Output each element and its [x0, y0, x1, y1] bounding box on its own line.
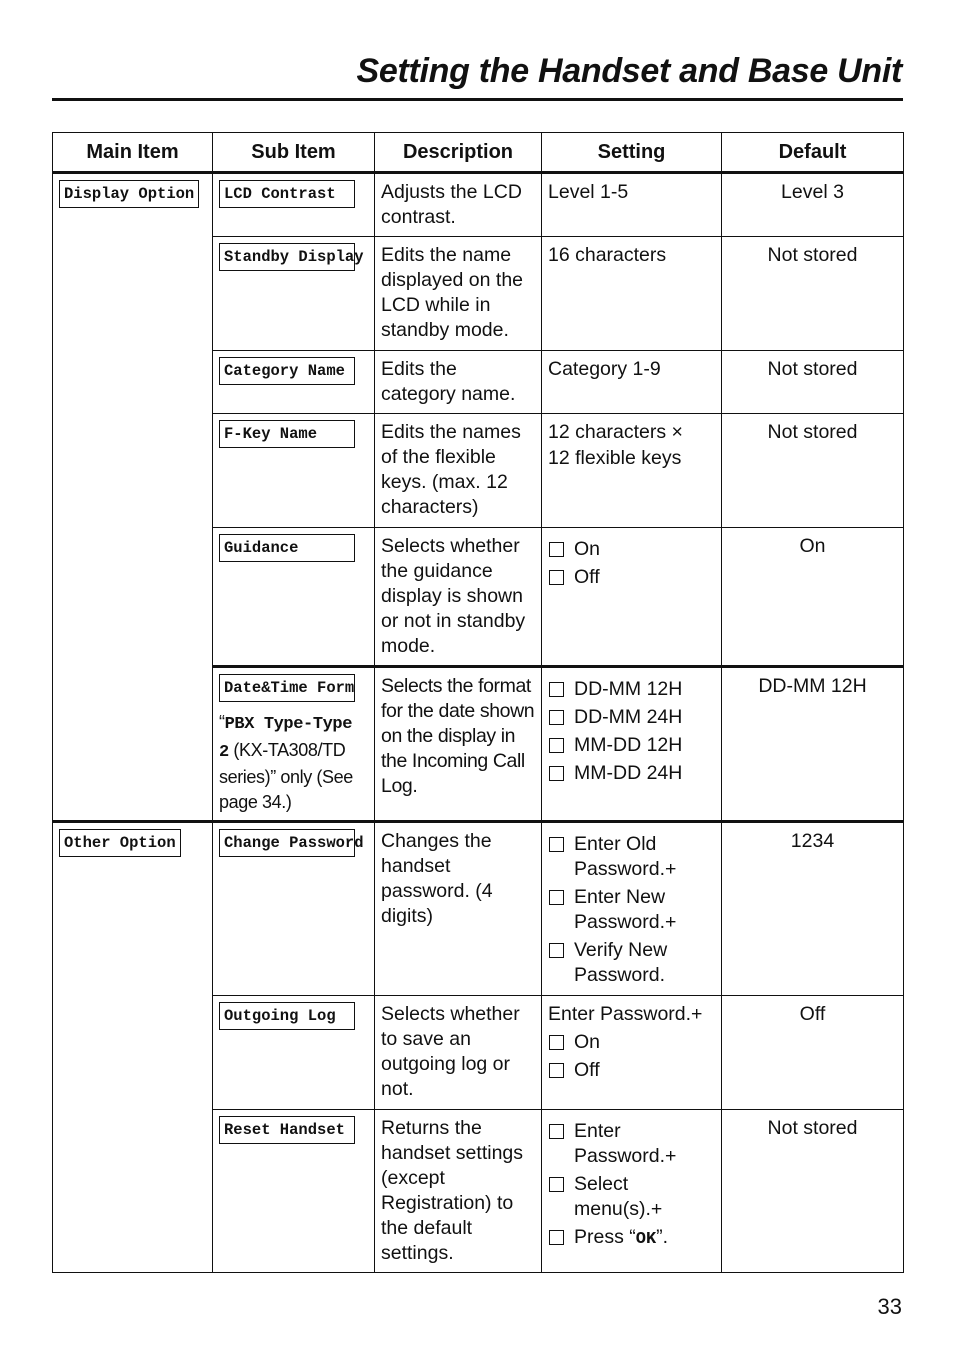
option-checkbox: [548, 1119, 715, 1169]
setting-text: 12 characters ×: [548, 421, 683, 443]
column-header: Main Item: [53, 133, 213, 173]
checkbox-icon: [549, 890, 564, 905]
sub-item-key: Change Password: [219, 829, 355, 857]
main-item-cell: [53, 173, 213, 822]
setting-cell: [542, 667, 722, 822]
checkbox-icon: [549, 682, 564, 697]
option-label: DD-MM 12H: [574, 678, 683, 700]
default-cell: On: [722, 528, 904, 667]
setting-cell: [542, 351, 722, 414]
option-checkbox: [548, 938, 715, 988]
default-cell: Not stored: [722, 237, 904, 351]
checkbox-icon: [549, 1230, 564, 1245]
main-item-cell: [53, 822, 213, 1273]
sub-item-cell: [213, 528, 375, 667]
setting-text: 12 flexible keys: [548, 447, 682, 469]
main-item-key: Display Option: [59, 180, 199, 208]
option-checkbox: [548, 1225, 715, 1252]
default-cell: Off: [722, 996, 904, 1110]
option-label: DD-MM 24H: [574, 706, 683, 728]
column-header: Sub Item: [213, 133, 375, 173]
sub-note-open: “: [219, 712, 225, 732]
option-label-suffix: ”.: [656, 1226, 669, 1248]
checkbox-icon: [549, 1177, 564, 1192]
sub-item-cell: [213, 996, 375, 1110]
checkbox-icon: [549, 943, 564, 958]
option-label: Off: [574, 566, 600, 588]
sub-note-text: (KX-TA308/TD series)” only (See page 34.): [219, 739, 353, 812]
setting-cell: [542, 414, 722, 528]
description-cell: Selects whether the guidance display is shown or not in standby mode.: [375, 528, 542, 667]
default-cell: Not stored: [722, 351, 904, 414]
default-cell: DD-MM 12H: [722, 667, 904, 822]
option-label-prefix: Press “: [574, 1226, 636, 1248]
setting-cell: [542, 173, 722, 237]
option-label: On: [574, 538, 601, 560]
checkbox-icon: [549, 1124, 564, 1139]
sub-item-cell: [213, 414, 375, 528]
page-title: Setting the Handset and Base Unit: [356, 52, 902, 90]
setting-cell: [542, 822, 722, 996]
sub-item-cell: [213, 1110, 375, 1273]
option-checkbox: [548, 733, 715, 758]
description-cell: Edits the names of the flexible keys. (max. 12 characters): [375, 414, 542, 528]
settings-table: [52, 132, 904, 1273]
default-cell: Not stored: [722, 414, 904, 528]
title-rule: [52, 98, 903, 101]
sub-item-key: Standby Display: [219, 243, 355, 271]
sub-note-code: PBX Type-Type 2: [219, 715, 353, 762]
sub-item-cell: [213, 822, 375, 996]
option-label: Off: [574, 1059, 600, 1081]
sub-item-note: [219, 710, 368, 814]
checkbox-icon: [549, 710, 564, 725]
page-number: 33: [877, 1294, 902, 1319]
checkbox-icon: [549, 542, 564, 557]
sub-item-key: Date&Time Form: [219, 674, 355, 702]
column-header: Setting: [542, 133, 722, 173]
description-cell: Edits the category name.: [375, 351, 542, 414]
option-label: Enter New Password.+: [574, 886, 677, 933]
checkbox-icon: [549, 1063, 564, 1078]
setting-text: Level 1-5: [548, 181, 629, 203]
option-label: MM-DD 24H: [574, 762, 683, 784]
sub-item-cell: [213, 173, 375, 237]
description-cell: Selects whether to save an outgoing log or not.: [375, 996, 542, 1110]
sub-item-key: Guidance: [219, 534, 355, 562]
checkbox-icon: [549, 570, 564, 585]
option-checkbox: [548, 1172, 715, 1222]
default-cell: Not stored: [722, 1110, 904, 1273]
option-label: Verify New Password.: [574, 939, 668, 986]
sub-item-cell: [213, 351, 375, 414]
option-checkbox: [548, 537, 715, 562]
option-checkbox: [548, 761, 715, 786]
checkbox-icon: [549, 738, 564, 753]
option-label: Enter Password.+: [574, 1120, 677, 1167]
ok-key-text: OK: [635, 1230, 657, 1249]
setting-cell: [542, 237, 722, 351]
sub-item-key: LCD Contrast: [219, 180, 355, 208]
sub-item-key: F-Key Name: [219, 420, 355, 448]
description-cell: Changes the handset password. (4 digits): [375, 822, 542, 996]
checkbox-icon: [549, 837, 564, 852]
option-label: MM-DD 12H: [574, 734, 683, 756]
sub-item-cell: [213, 237, 375, 351]
checkbox-icon: [549, 766, 564, 781]
setting-cell: [542, 1110, 722, 1273]
description-cell: Adjusts the LCD contrast.: [375, 173, 542, 237]
option-checkbox: [548, 832, 715, 882]
option-checkbox: [548, 565, 715, 590]
column-header: Default: [722, 133, 904, 173]
table-header-row: [53, 133, 904, 173]
checkbox-icon: [549, 1035, 564, 1050]
setting-text: 16 characters: [548, 244, 667, 266]
sub-item-key: Category Name: [219, 357, 355, 385]
option-checkbox: [548, 1058, 715, 1083]
setting-cell: [542, 528, 722, 667]
description-cell: Selects the format for the date shown on the display in the Incoming Call Log.: [375, 667, 542, 822]
option-checkbox: [548, 885, 715, 935]
sub-item-key: Outgoing Log: [219, 1002, 355, 1030]
default-cell: 1234: [722, 822, 904, 996]
main-item-key: Other Option: [59, 829, 181, 857]
option-checkbox: [548, 677, 715, 702]
sub-item-cell: [213, 667, 375, 822]
setting-text: Enter Password.+: [548, 1003, 703, 1025]
option-checkbox: [548, 1030, 715, 1055]
default-cell: Level 3: [722, 173, 904, 237]
option-label: Select menu(s).+: [574, 1173, 663, 1220]
option-label: On: [574, 1031, 601, 1053]
option-label: Enter Old Password.+: [574, 833, 677, 880]
sub-item-key: Reset Handset: [219, 1116, 355, 1144]
column-header: Description: [375, 133, 542, 173]
table-row: [53, 822, 904, 996]
description-cell: Returns the handset settings (except Registration) to the default settings.: [375, 1110, 542, 1273]
description-cell: Edits the name displayed on the LCD while in standby mode.: [375, 237, 542, 351]
table-row: [53, 173, 904, 237]
setting-cell: [542, 996, 722, 1110]
setting-text: Category 1-9: [548, 358, 661, 380]
option-checkbox: [548, 705, 715, 730]
